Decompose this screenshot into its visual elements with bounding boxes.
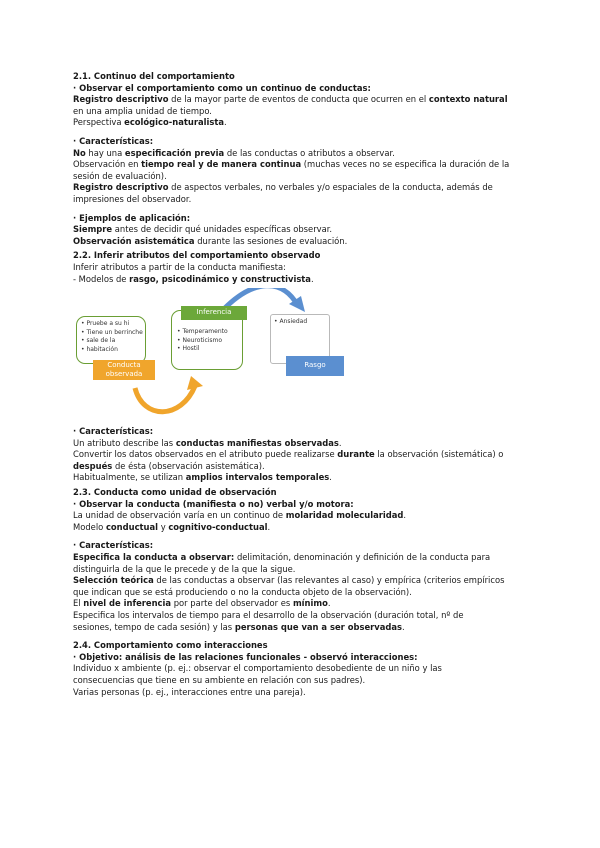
rasgo-list [274,318,307,327]
text-line: Un atributo describe las conductas manifiestas observadas. [73,437,342,448]
list-item: • sale de la [81,337,143,346]
section-2-3-title: 2.3. Conducta como unidad de observación [73,487,277,498]
text-line: Registro descriptivo de aspectos verbales, no verbales y/o espaciales de la conducta, además de [73,182,493,193]
text-line: después de ésta (observación asistemática). [73,460,265,471]
text-line: Varias personas (p. ej., interacciones entre una pareja). [73,686,306,697]
inference-diagram [73,288,403,420]
arrow-conducta-to-inferencia [135,386,195,412]
examples-heading: · Ejemplos de aplicación: [73,212,191,223]
text-line: - Modelos de rasgo, psicodinámico y constructivista. [73,273,314,284]
text-line: Individuo x ambiente (p. ej.: observar el comportamiento desobediente de un niño y las [73,663,442,674]
text-line: No hay una especificación previa de las conductas o atributos a observar. [73,147,395,158]
text-line: Perspectiva ecológico-naturalista. [73,117,227,128]
label-inferencia: Inferencia [181,306,247,320]
list-item: • Ansiedad [274,318,307,327]
list-item: • Neuroticismo [177,337,228,346]
text-line: Observación en tiempo real y de manera continua (muchas veces no se especifica la duración de la [73,159,510,170]
list-item: • Pruebe a su hi [81,320,143,329]
text-line: impresiones del observador. [73,193,192,204]
inferencia-list [177,328,228,354]
text-line: Registro descriptivo de la mayor parte de eventos de conducta que ocurren en el contexto natural [73,94,508,105]
label-conducta-observada: Conducta observada [93,360,155,380]
text-line: en una amplia unidad de tiempo. [73,105,212,116]
text-line: Selección teórica de las conductas a observar (las relevantes al caso) y empírica (criterios empíricos [73,575,505,586]
text-line: La unidad de observación varía en un continuo de molaridad molecularidad. [73,510,407,521]
list-item: • Temperamento [177,328,228,337]
section-2-1-title: 2.1. Continuo del comportamiento [73,71,235,81]
text-line: consecuencias que tiene en su ambiente en relación con sus padres). [73,674,366,685]
text-line: sesiones, tempo de cada sesión) y las personas que van a ser observadas. [73,621,405,632]
list-item: • habitación [81,346,143,355]
section-2-4-subheading: · Objetivo: análisis de las relaciones funcionales - observó interacciones: [73,651,418,662]
section-2-3-subheading: · Observar la conducta (manifiesta o no) verbal y/o motora: [73,498,354,509]
text-line: Especifica los intervalos de tiempo para el desarrollo de la observación (duración total, nº de [73,610,464,620]
text-line: distinguirla de la que le precede y de la que la sigue. [73,563,296,574]
label-rasgo: Rasgo [286,356,344,376]
section-2-1-subheading: · Observar el comportamiento como un continuo de conductas: [73,82,371,93]
text-line: Convertir los datos observados en el atributo puede realizarse durante la observación (sistemática) o [73,449,504,460]
text-line: Inferir atributos a partir de la conducta manifiesta: [73,261,286,272]
section-2-2-title: 2.2. Inferir atributos del comportamiento observado [73,250,321,261]
characteristics-heading: · Características: [73,540,154,551]
text-line: El nivel de inferencia por parte del observador es mínimo. [73,598,331,609]
text-line: sesión de evaluación). [73,170,167,181]
list-item: • Tiene un berrinche [81,329,143,338]
arrowhead-orange [187,376,203,390]
conducta-list [81,320,143,354]
section-2-4-title: 2.4. Comportamiento como interacciones [73,640,268,651]
text-line: Siempre antes de decidir qué unidades específicas observar. [73,224,333,235]
list-item: • Hostil [177,345,228,354]
text-line: Modelo conductual y cognitivo-conductual. [73,521,271,532]
text-line: Habitualmente, se utilizan amplios intervalos temporales. [73,472,332,483]
characteristics-heading: · Características: [73,135,154,146]
characteristics-heading: · Características: [73,426,154,437]
text-line: Especifica la conducta a observar: delimitación, denominación y definición de la conducta para [73,552,491,563]
document-content [73,71,533,698]
text-line: Observación asistemática durante las sesiones de evaluación. [73,235,348,246]
text-line: que indican que se está produciendo o no la conducta objeto de la observación). [73,586,412,597]
